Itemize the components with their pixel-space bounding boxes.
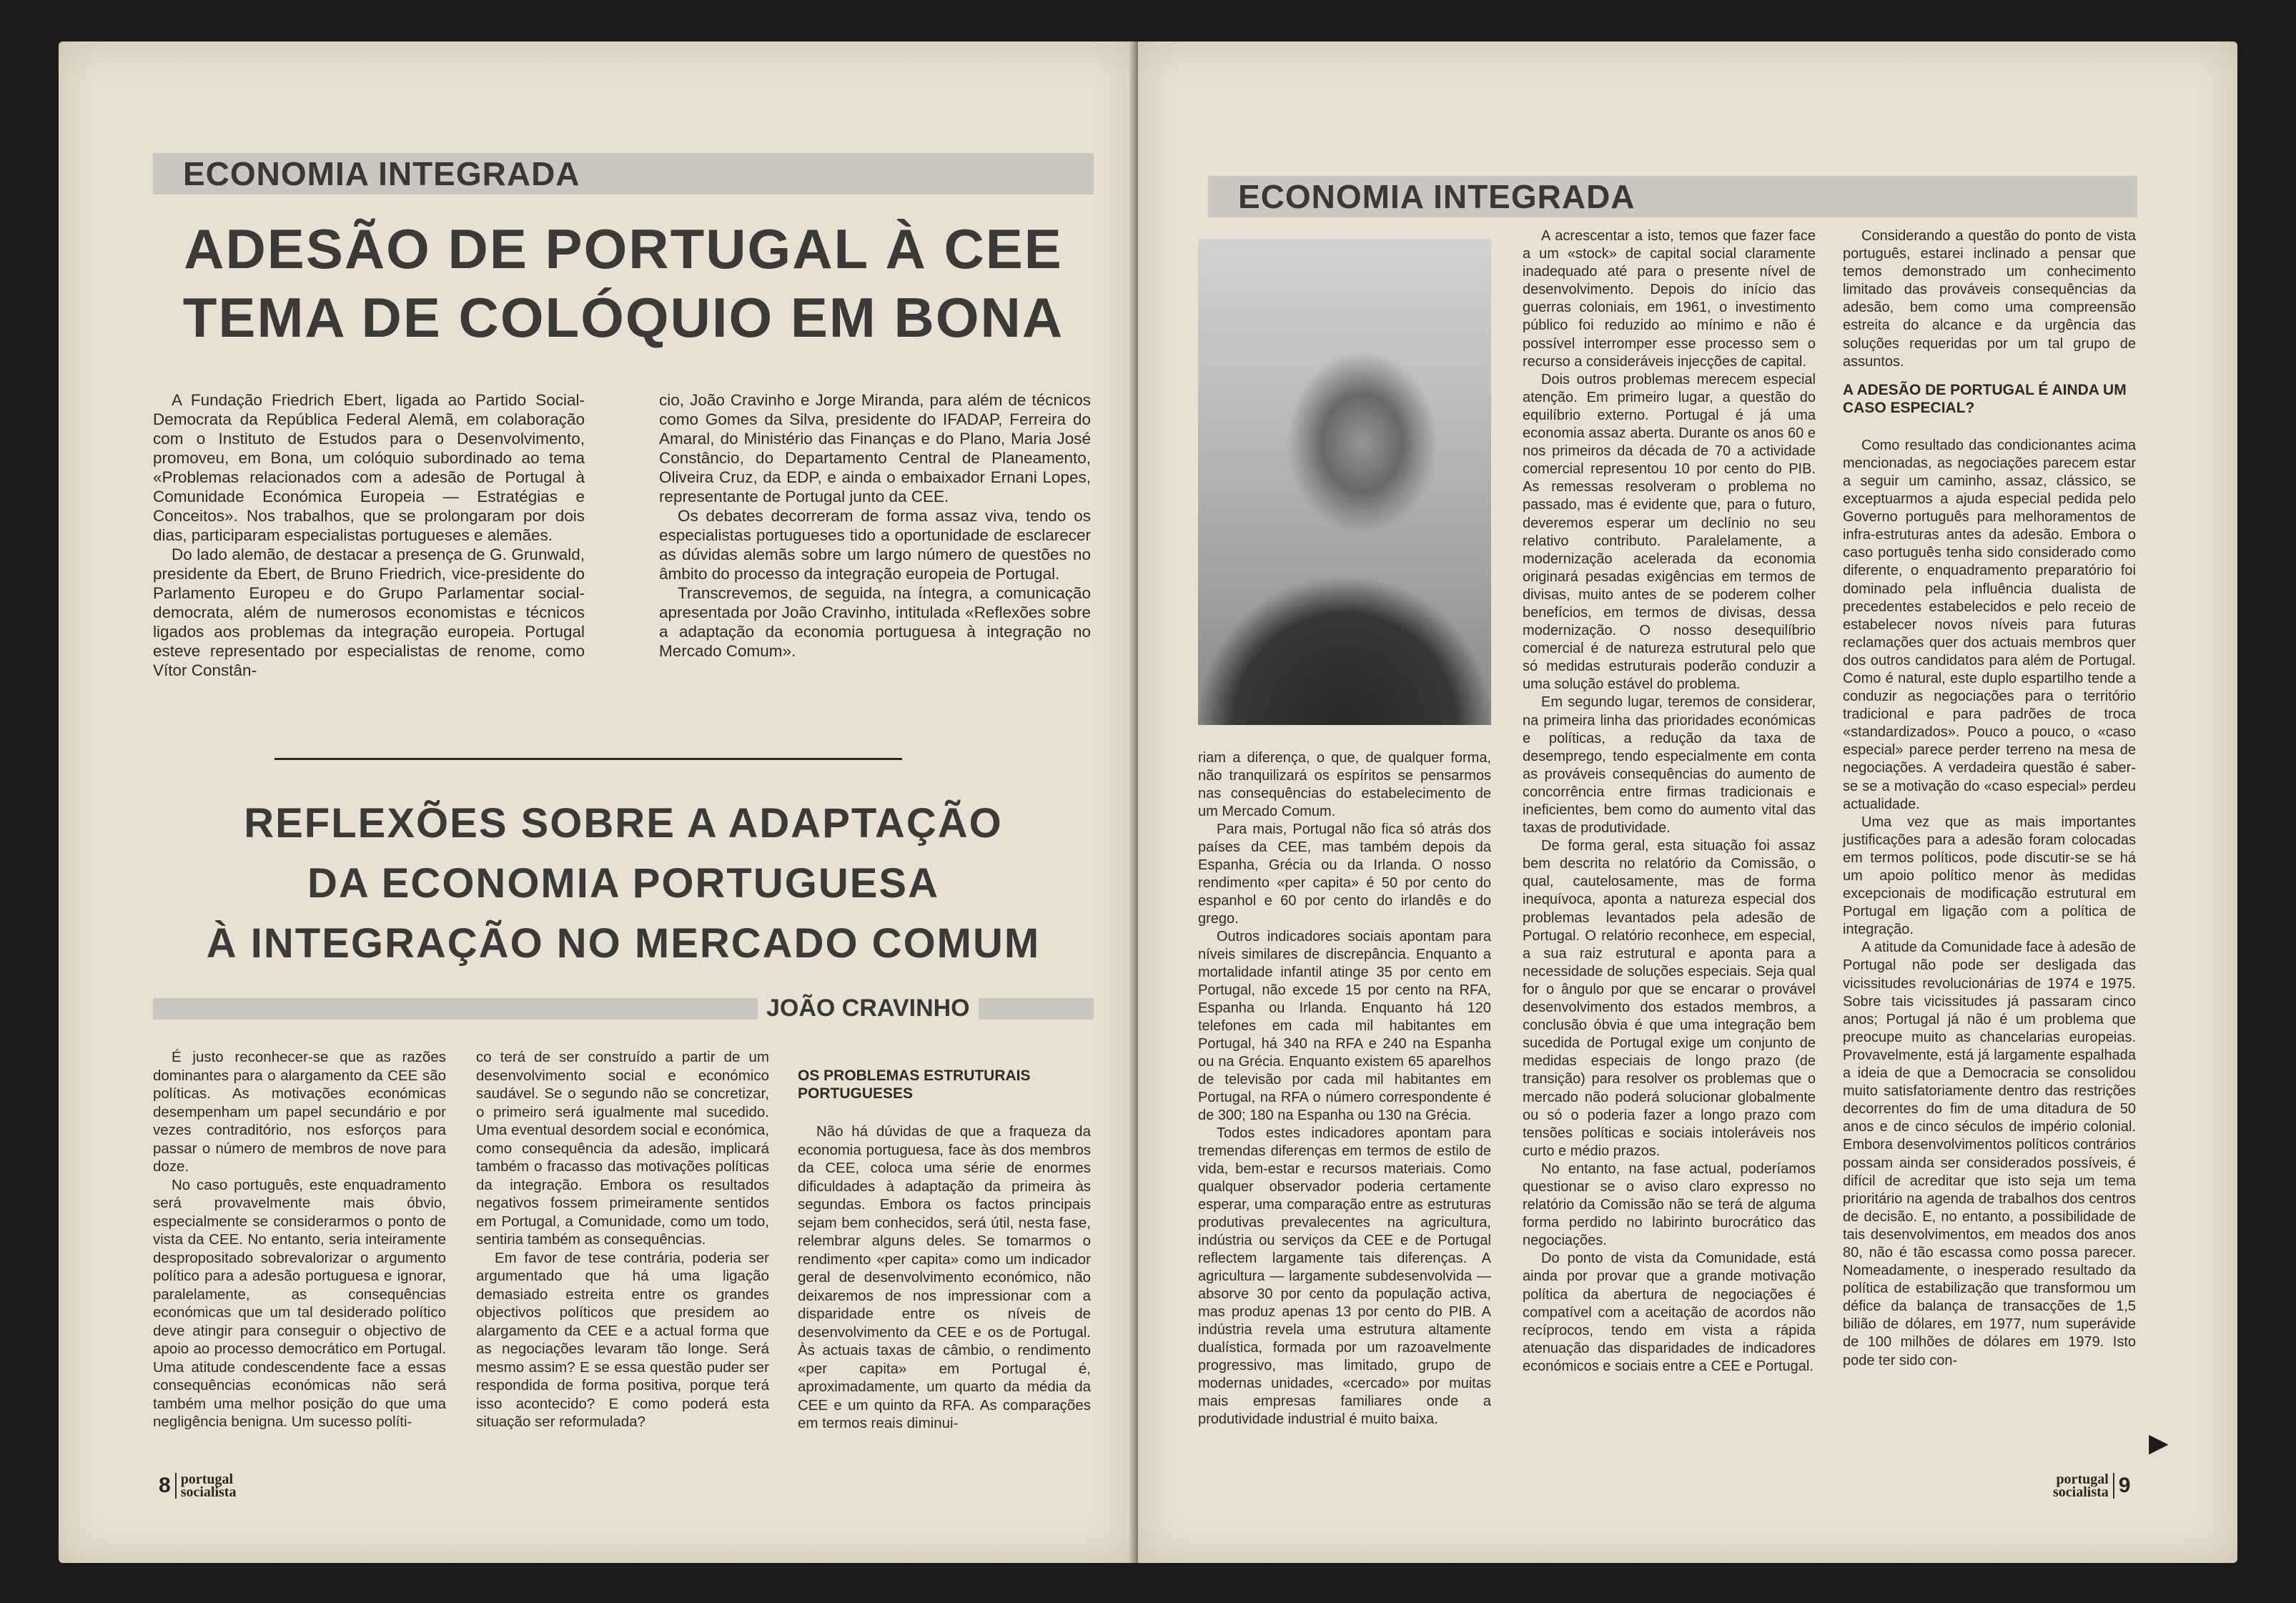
section-label: ECONOMIA INTEGRADA <box>1238 178 1636 215</box>
footer-right <box>2053 1473 2130 1499</box>
folio-separator <box>175 1473 177 1499</box>
subheading: A ADESÃO DE PORTUGAL É AINDA UM CASO ESPECIAL? <box>1843 381 2127 416</box>
paragraph: riam a diferença, o que, de qualquer forma, não tranquilizará os espíritos se pensarmos nas consequências do estabelecimento de um Mercado Comum. <box>1198 750 1491 819</box>
body-column-1 <box>153 1048 446 1431</box>
portrait-photo <box>1198 239 1491 725</box>
section-band-right <box>1208 176 2137 217</box>
paragraph: Em favor de tese contrária, poderia ser argumentado que há uma ligação demasiado estreita entre os grandes objectivos políticos que presidem ao alargamento da CEE e a actual forma que as negociações levaram tão longe. Será mesmo assim? E se essa questão puder ser respondida de forma positiva, porque terá isso acontecido? E como poderá esta situação ser reformulada? <box>476 1249 769 1430</box>
right-column-1 <box>1198 749 1491 1429</box>
paragraph: Outros indicadores sociais apontam para níveis similares de discrepância. Enquanto a mortalidade infantil atinge 35 por cento em Portugal, não excede 15 por cento na RFA, Espanha ou Irlanda. Enquanto há 120 telefones em cada mil habitantes em Portugal, há 340 na RFA e 240 na Espanha ou na Grécia. Enquanto existem 65 aparelhos de televisão por cada mil habitantes em Portugal, na RFA o número correspondente é de 300; 180 na Espanha ou 130 na Grécia. <box>1198 929 1491 1123</box>
paragraph: A acrescentar a isto, temos que fazer face a um «stock» de capital social claramente inadequado até para o presente nível de desenvolvimento. Depois do início das guerras coloniais, em 1961, o investimento público foi reduzido ao mínimo e não é possível interromper esse processo sem o recurso a consideráveis injecções de capital. <box>1523 228 1816 370</box>
headline <box>153 214 1094 352</box>
right-column-2 <box>1523 227 1816 1376</box>
paragraph: Uma vez que as mais importantes justificações para a adesão foram colocadas em termos políticos, pode discutir-se se há um apoio político menor às medidas excepcionais de modificação estrutural em Portugal em ligação com a política de integração. <box>1843 814 2136 938</box>
paragraph: Do lado alemão, de destacar a presença de G. Grunwald, presidente da Ebert, de Bruno Friedrich, vice-presidente do Parlamento Europeu e do Grupo Parlamentar social-democrata, além de numerosos economistas e técnicos ligados aos problemas da integração europeia. Portugal esteve representado por especialistas de renome, como Vítor Constân- <box>153 546 585 679</box>
divider-rule <box>274 758 902 760</box>
article-title <box>153 794 1094 974</box>
footer-left <box>159 1473 236 1499</box>
body-column-3 <box>798 1057 1091 1433</box>
article-title-line-1: REFLEXÕES SOBRE A ADAPTAÇÃO <box>244 800 1003 847</box>
continue-arrow-icon: ▶ <box>2149 1428 2169 1457</box>
intro-column-2 <box>659 390 1091 661</box>
folio-separator <box>2113 1473 2114 1499</box>
article-title-line-2: DA ECONOMIA PORTUGUESA <box>307 860 939 907</box>
page-number: 9 <box>2118 1474 2131 1497</box>
subheading: OS PROBLEMAS ESTRUTURAIS PORTUGUESES <box>798 1067 1031 1102</box>
author-byline: JOÃO CRAVINHO <box>758 994 979 1022</box>
paragraph: É justo reconhecer-se que as razões dominantes para o alargamento da CEE são políticas. As motivações económicas desempenham um papel secundário e por vezes contraditório, nos esforços para passar o número de membros de nove para doze. <box>153 1049 446 1175</box>
paragraph: Dois outros problemas merecem especial atenção. Em primeiro lugar, a questão do equilíbrio externo. Portugal é já uma economia assaz aberta. Durante os anos 60 e nos primeiros da década de 70 a actividade comercial representou 10 por cento do PIB. As remessas resolveram o problema no passado, mas é evidente que, para o futuro, deveremos esperar um declínio no seu relativo contributo. Paralelamente, a modernização acelerada da economia originará pesadas exigências em termos de divisas, muito antes de se poderem colher benefícios, em termos de divisas, dessa modernização. O nosso desequilíbrio comercial é de natureza estrutural pelo que só medidas estruturais poderão conduzir a uma solução estável do problema. <box>1523 371 1816 693</box>
page-number: 8 <box>159 1474 171 1497</box>
right-column-3 <box>1843 227 2136 1370</box>
intro-column-1 <box>153 390 585 680</box>
headline-line-1: ADESÃO DE PORTUGAL À CEE <box>184 217 1063 280</box>
paragraph: cio, João Cravinho e Jorge Miranda, para além de técnicos como Gomes da Silva, presidente do IFADAP, Ferreira do Amaral, do Ministério das Finanças e do Plano, Maria José Constâncio, do Departamento Central de Planeamento, Oliveira Cruz, da EDP, e ainda o embaixador Ernani Lopes, representante de Portugal junto da CEE. <box>659 391 1091 505</box>
section-band-left <box>153 153 1094 194</box>
body-column-2 <box>476 1048 769 1431</box>
paragraph: Transcrevemos, de seguida, na íntegra, a comunicação apresentada por João Cravinho, intitulada «Reflexões sobre a adaptação da economia portuguesa à integração no Mercado Comum». <box>659 584 1091 660</box>
paragraph: Como resultado das condicionantes acima mencionadas, as negociações parecem estar a seguir um caminho, assaz, clássico, se exceptuarmos a ajuda especial pedida pelo Governo português para melhoramentos de infra-estruturas antes da adesão. Embora o caso português tenha sido considerado como diferente, o enquadramento preparatório foi dominado pela influência dualista de precedentes estabelecidos e pelo receio de estabelecer novos níveis para futuras reclamações quer dos actuais membros quer dos outros candidatos para além de Portugal. Como é natural, este duplo espartilho tende a conduzir as negociações para o território tradicional e para padrões de troca «standardizados». Pouco a pouco, o «caso especial» parece perder terreno na mesa de negociações. A verdadeira questão é saber-se se a motivação do «caso especial» perdeu actualidade. <box>1843 437 2136 812</box>
article-title-line-3: À INTEGRAÇÃO NO MERCADO COMUM <box>206 920 1041 967</box>
paragraph: Não há dúvidas de que a fraqueza da economia portuguesa, face às dos membros da CEE, coloca uma série de enormes dificuldades à adaptação da primeira às segundas. Embora os factos principais sejam bem conhecidos, será útil, nesta fase, relembrar alguns deles. Se tomarmos o rendimento «per capita» como um indicador geral de desenvolvimento económico, não deixaremos de nos impressionar com a disparidade entre os níveis de desenvolvimento da CEE e os de Portugal. Às actuais taxas de câmbio, o rendimento «per capita» em Portugal é, aproximadamente, um quarto da média da CEE e um quinto da RFA. As comparações em termos reais diminui- <box>798 1123 1091 1431</box>
publication-logo: portugal socialista <box>2053 1471 2109 1500</box>
section-label: ECONOMIA INTEGRADA <box>183 155 580 192</box>
publication-logo: portugal socialista <box>180 1471 237 1500</box>
paragraph: No entanto, na fase actual, poderíamos questionar se o aviso claro expresso no relatório da Comissão não se terá de alguma forma perdido no labirinto burocrático das negociações. <box>1523 1160 1816 1249</box>
paragraph: Os debates decorreram de forma assaz viva, tendo os especialistas portugueses tido a oportunidade de esclarecer as dúvidas alemãs sobre um largo número de questões no âmbito do processo da integração europeia de Portugal. <box>659 507 1091 583</box>
paragraph: co terá de ser construído a partir de um desenvolvimento social e económico saudável. Se o segundo não se concretizar, o primeiro será igualmente mal sucedido. Uma eventual desordem social e económica, como consequência da adesão, implicará também o fracasso das motivações políticas da integração. Embora os resultados negativos fossem primeiramente sentidos em Portugal, a Comunidade, como um todo, sentiria também as consequências. <box>476 1049 769 1248</box>
headline-line-2: TEMA DE COLÓQUIO EM BONA <box>182 286 1064 349</box>
paragraph: Do ponto de vista da Comunidade, está ainda por provar que a grande motivação política da abertura de negociações é compatível com a aceitação de acordos não recíprocos, tendo em vista a rápida atenuação das disparidades de indicadores económicos e sociais entre a CEE e Portugal. <box>1523 1251 1816 1374</box>
paragraph: Todos estes indicadores apontam para tremendas diferenças em termos de estilo de vida, bem-estar e recursos materiais. Como qualquer observador poderia certamente esperar, uma comparação entre as estruturas produtivas prevalecentes na agricultura, indústria ou serviços da CEE e de Portugal reflectem largamente tais diferenças. A agricultura — largamente subdesenvolvida — absorve 30 por cento da população activa, mas produz apenas 13 por cento do PIB. A indústria revela uma estrutura altamente dualística, formada por um razoavelmente progressivo, mas limitado, grupo de modernas unidades, «cercado» por muitas mais empresas familiares onde a produtividade industrial é muito baixa. <box>1198 1125 1491 1427</box>
paragraph: Em segundo lugar, teremos de considerar, na primeira linha das prioridades económicas e políticas, a redução da taxa de desemprego, tendo especialmente em conta as prováveis consequências do aumento de concorrência entre firmas tradicionais e ineficientes, bem como do aumento vital das taxas de produtividade. <box>1523 694 1816 837</box>
paragraph: Para mais, Portugal não fica só atrás dos países da CEE, mas também depois da Espanha, Grécia ou da Irlanda. O nosso rendimento «per capita» é 50 por cento do espanhol e 60 por cento do irlandês e do grego. <box>1198 822 1491 927</box>
paragraph: De forma geral, esta situação foi assaz bem descrita no relatório da Comissão, o qual, cautelosamente, mas de forma inequívoca, aponta a natureza especial dos problemas levantados pela adesão de Portugal. O relatório reconhece, em especial, a sua raiz estrutural e aponta para a necessidade de soluções especiais. Seja qual for o ângulo por que se encarar o provável desenvolvimento dos estados membros, a conclusão óbvia é que uma integração bem sucedida de Portugal exige um conjunto de medidas especiais de longo prazo (de transição) para resolver os problemas que o mercado não poderá solucionar globalmente ou só o poderia fazer a longo prazo com tensões políticas e sociais intoleráveis nos curto e médio prazos. <box>1523 838 1816 1159</box>
paragraph: No caso português, este enquadramento será provavelmente mais óbvio, especialmente se considerarmos o ponto de vista da CEE. No entanto, seria inteiramente despropositado sobrevalorizar o argumento político para a adesão portuguesa e ignorar, paralelamente, as consequências económicas que um tal desiderado político deve atingir para conseguir o objectivo de apoio ao processo democrático em Portugal. Uma atitude condescendente face a essas consequências económicas não será também uma melhor posição do que uma negligência benigna. Um sucesso políti- <box>153 1176 446 1430</box>
paragraph: A atitude da Comunidade face à adesão de Portugal não pode ser desligada das vicissitudes revolucionárias de 1974 e 1975. Sobre tais vicissitudes já passaram cinco anos; Portugal já não é um problema que preocupe muito as chancelarias europeias. Provavelmente, está já largamente espalhada a ideia de que a Democracia se consolidou muito satisfatoriamente dentro das restrições decorrentes do fim de uma ditadura de 50 anos e de cinco séculos de império colonial. Embora desenvolvimentos políticos contrários possam ainda ser considerados possíveis, é difícil de acreditar que isto seja um tema prioritário na agenda de trabalhos dos centros de decisão. E, no entanto, a possibilidade de tais desenvolvimentos, em meados dos anos 80, não é tão escassa como possa parecer. Nomeadamente, o inesperado resultado da política de estabilização que transformou um défice da balança de transacções de 1,5 bilião de dólares, em 1977, num superávide de 100 milhões de dólares em 1979. Isto pode ter sido con- <box>1843 939 2136 1368</box>
paragraph: A Fundação Friedrich Ebert, ligada ao Partido Social-Democrata da República Federal Alemã, em colaboração com o Instituto de Estudos para o Desenvolvimento, promoveu, em Bona, um colóquio subordinado ao tema «Problemas relacionados com a adesão de Portugal à Comunidade Económica Europeia — Estratégias e Conceitos». Nos trabalhos, que se prolongaram por dois dias, participaram especialistas portugueses e alemães. <box>153 391 585 544</box>
paragraph: Considerando a questão do ponto de vista português, estarei inclinado a pensar que temos demonstrado um conhecimento limitado das prováveis consequências da adesão, bem como uma compreensão estreita do alcance e da urgência das soluções requeridas por um tal grupo de assuntos. <box>1843 228 2136 370</box>
